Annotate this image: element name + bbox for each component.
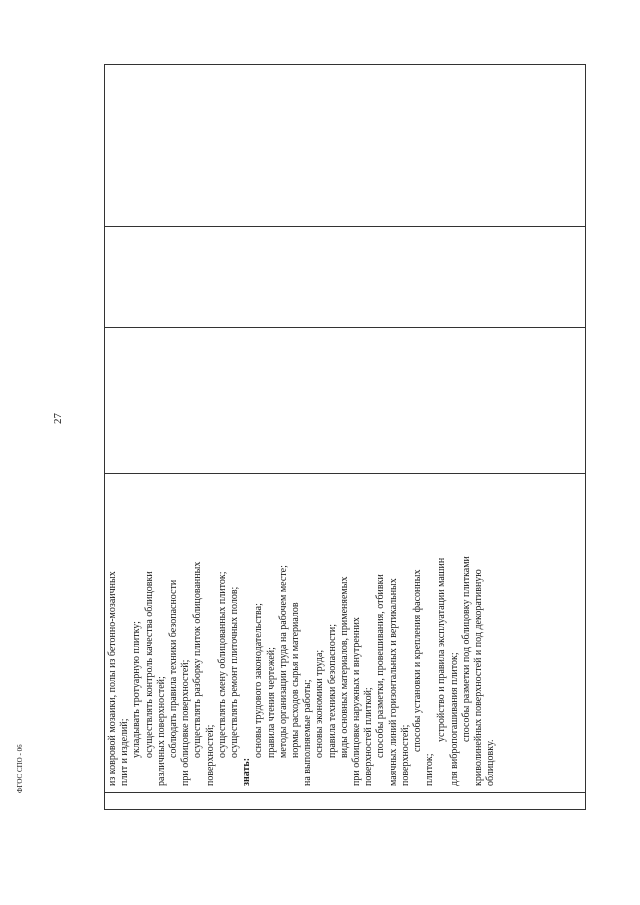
content-line: укладывать тротуарную плитку; bbox=[131, 621, 143, 758]
content-line: осуществлять контроль качества облицовки bbox=[143, 571, 155, 758]
content-line: криволинейных поверхностей и под декоративную bbox=[473, 569, 485, 786]
content-line: соблюдать правила техники безопасности bbox=[168, 579, 180, 758]
content-line: поверхностей; bbox=[399, 724, 411, 786]
content-line: на выполняемые работы; bbox=[302, 679, 314, 786]
content-line: нормы расходов сырья и материалов bbox=[290, 602, 302, 758]
content-line: различных поверхностей; bbox=[155, 676, 167, 786]
content-line: методы организации труда на рабочем месте; bbox=[277, 565, 289, 758]
content-line: осуществлять разборку плиток облицованных bbox=[192, 561, 204, 758]
content-line: при облицовке наружных и внутренних bbox=[351, 617, 363, 786]
table-cell-empty-1 bbox=[105, 328, 586, 474]
content-line: виды основных материалов, применяемых bbox=[338, 576, 350, 758]
content-line: плит и изделий; bbox=[119, 718, 131, 786]
content-lines bbox=[105, 474, 498, 792]
content-line: для вибропогашивания плиток; bbox=[448, 652, 460, 786]
table-row bbox=[105, 65, 586, 810]
page-number: 27 bbox=[52, 413, 64, 424]
standards-table bbox=[104, 64, 586, 810]
table-cell-empty-2 bbox=[105, 227, 586, 328]
rotated-table bbox=[104, 70, 586, 810]
content-line: из ковровой мозаики, полы из бетонно-мозаичных bbox=[107, 571, 118, 786]
content-line: маячных линий горизонтальных и вертикальных bbox=[387, 578, 399, 786]
content-line: правила чтения чертежей; bbox=[265, 647, 277, 758]
table-cell-index bbox=[105, 793, 586, 810]
content-line: основы экономики труда; bbox=[314, 649, 326, 758]
content-line: облицовку. bbox=[485, 739, 497, 786]
content-line: устройство и правила эксплуатации машин bbox=[436, 557, 448, 742]
content-line: правила техники безопасности; bbox=[326, 623, 338, 758]
content-line: поверхностей; bbox=[204, 724, 216, 786]
content-line: осуществлять смену облицованных плиток; bbox=[216, 571, 228, 758]
content-line: осуществлять ремонт плиточных полов; bbox=[229, 586, 241, 758]
content-line: знать: bbox=[241, 757, 253, 786]
content-line: плиток; bbox=[424, 753, 436, 786]
content-line: способы разметки под облицовку плитками bbox=[460, 556, 472, 742]
content-line: способы разметки, провешивания, отбивки bbox=[375, 574, 387, 758]
content-line: при облицовке поверхностей; bbox=[180, 659, 192, 786]
content-line: основы трудового законодательства; bbox=[253, 603, 265, 758]
table-cell-content bbox=[105, 474, 586, 793]
content-line: поверхностей плиткой; bbox=[363, 687, 375, 786]
table-cell-empty-3 bbox=[105, 65, 586, 227]
content-line: способы установки и крепления фасонных bbox=[412, 569, 424, 752]
footer-code: ФГОС СПО - 06 bbox=[16, 744, 24, 793]
